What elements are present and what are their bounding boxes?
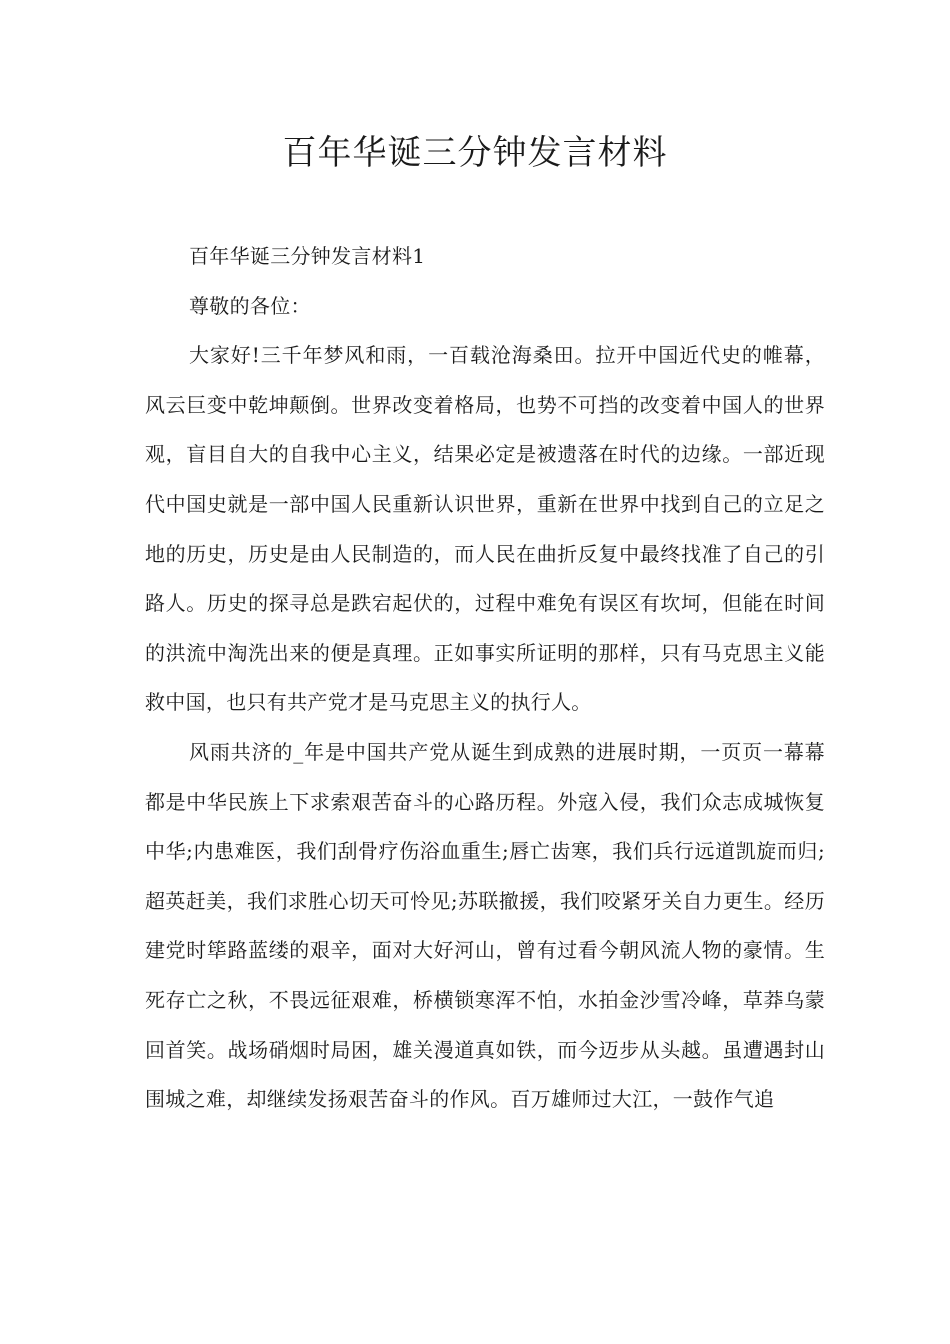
paragraph-body-1: 大家好!三千年梦风和雨，一百载沧海桑田。拉开中国近代史的帷幕，风云巨变中乾坤颠倒。世界改变着格局，也势不可挡的改变着中国人的世界观，盲目自大的自我中心主义，结果必定是被遗落在时代的边缘。一部近现代中国史就是一部中国人民重新认识世界，重新在世界中找到自己的立足之地的历史，历史是由人民制造的，而人民在曲折反复中最终找准了自己的引路人。历史的探寻总是跌宕起伏的，过程中难免有误区有坎坷，但能在时间的洪流中淘洗出来的便是真理。正如事实所证明的那样，只有马克思主义能救中国，也只有共产党才是马克思主义的执行人。 (145, 343, 825, 715)
paragraph-body-2: 风雨共济的_年是中国共产党从诞生到成熟的进展时期，一页页一幕幕都是中华民族上下求索艰苦奋斗的心路历程。外寇入侵，我们众志成城恢复中华;内患难医，我们刮骨疗伤浴血重生;唇亡齿寒，我们兵行远道凯旋而归;超英赶美，我们求胜心切天可怜见;苏联撤援，我们咬紧牙关自力更生。经历建党时筚路蓝缕的艰辛，面对大好河山，曾有过看今朝风流人物的豪情。生死存亡之秋，不畏远征艰难，桥横锁寒浑不怕，水拍金沙雪冷峰，草莽乌蒙回首笑。战场硝烟时局困，雄关漫道真如铁，而今迈步从头越。虽遭遇封山围城之难，却继续发扬艰苦奋斗的作风。百万雄师过大江，一鼓作气追 (145, 739, 825, 1112)
paragraph-salutation: 尊敬的各位： (189, 293, 311, 318)
document-title: 百年华诞三分钟发言材料 (282, 133, 668, 173)
document-body (145, 232, 825, 1125)
paragraph-subtitle: 百年华诞三分钟发言材料1 (189, 244, 426, 268)
